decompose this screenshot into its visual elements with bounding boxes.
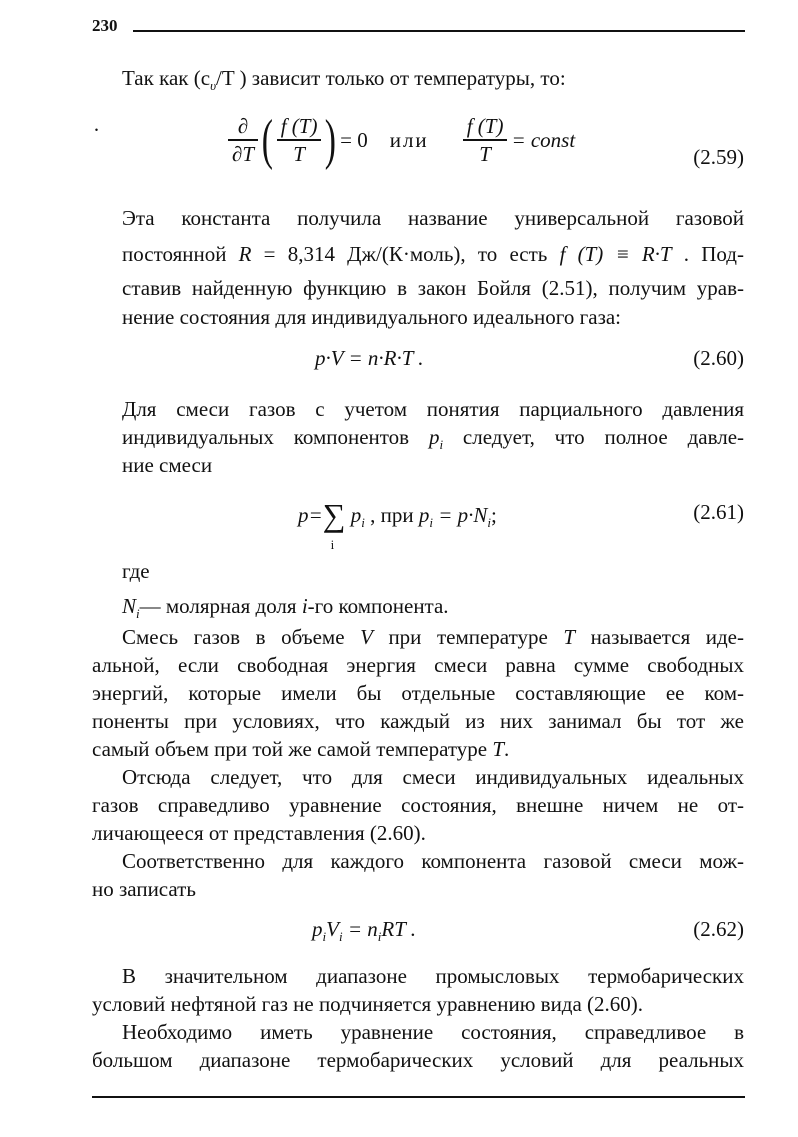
intro-tail: /T ) зависит только от температуры, то: [216, 66, 566, 90]
partial-fraction [228, 113, 258, 167]
ni-definition: $N_i—$ молярная доля i-го компонента. [122, 594, 449, 621]
equation-2-60: p·V = n·R·T . [315, 346, 424, 370]
partial-symbol: ∂ [237, 114, 249, 139]
eq-number-2-61: (2.61) [693, 500, 744, 524]
const: = const [511, 127, 576, 152]
para3-line2: индивидуальных компонентов $p_i$ следует, что полное давле- [122, 425, 745, 452]
para2-line1: Эта константа получила название универсальной газовой [122, 206, 744, 230]
p-lhs: p= [298, 503, 323, 527]
para4-line1: Смесь газов в объеме V при температуре T называется иде- [122, 625, 744, 649]
page-number: 230 [92, 16, 118, 35]
equation-2-59 [228, 109, 576, 171]
header-rule [133, 30, 745, 32]
T-denominator: T [293, 141, 305, 166]
fT-over-T [277, 113, 322, 167]
eq-number-2-62: (2.62) [693, 917, 744, 941]
para8-line2: большом диапазоне термобарических условий для реальных [92, 1048, 744, 1072]
para2-line4: нение состояния для индивидуального идеального газа: [122, 305, 622, 329]
intro-text: Так как (c [122, 66, 211, 90]
para7-line2: условий нефтяной газ не подчиняется уравнению вида (2.60). [92, 992, 644, 1016]
sum-sign: ∑ i [323, 500, 346, 530]
fT: f (T) [280, 114, 318, 139]
eq-zero: = 0 [340, 127, 368, 152]
paragraph-intro [122, 64, 566, 100]
left-paren: ( [261, 109, 273, 171]
para3-line1: Для смеси газов с учетом понятия парциального давления [122, 397, 744, 421]
para8-line1: Необходимо иметь уравнение состояния, справедливое в [122, 1020, 744, 1044]
partial-T: ∂T [232, 141, 255, 166]
eq-number-2-60: (2.60) [693, 346, 744, 370]
T-denominator-2: T [479, 141, 491, 166]
where-word: где [122, 559, 150, 583]
para4-line3: энергий, которые имели бы отдельные составляющие ее ком- [92, 681, 744, 705]
right-paren: ) [325, 109, 337, 171]
fT-over-T-2 [463, 113, 508, 167]
para2-line3: ставив найденную функцию в закон Бойля (2.51), получим урав- [122, 276, 744, 300]
intro-sub: υ [210, 78, 217, 93]
para4-line2: альной, если свободная энергия смеси равна сумме свободных [92, 653, 744, 677]
para6-line1: Соответственно для каждого компонента газовой смеси мож- [122, 849, 744, 873]
para5-line3: личающееся от представления (2.60). [92, 821, 426, 845]
para6-line2: но записать [92, 877, 196, 901]
or-word: или [389, 127, 429, 152]
para2-line2: постоянной R = 8,314 Дж/(К·моль), то есть f (T) ≡ R·T . Под- [122, 242, 744, 266]
sum-index: i [330, 537, 335, 552]
eq-number-2-59: (2.59) [693, 145, 744, 169]
fT-2: f (T) [466, 114, 504, 139]
para4-line4: поненты при условиях, что каждый из них занимал бы тот же [92, 709, 744, 733]
para5-line1: Отсюда следует, что для смеси индивидуальных идеальных [122, 765, 744, 789]
equation-2-61: p=∑ i $p_i$ , при $p_i = p\cdot N_i$; [298, 500, 497, 531]
para4-line5: самый объем при той же самой температуре T. [92, 737, 510, 761]
bullet-dot: · [93, 118, 100, 142]
footer-rule [92, 1096, 745, 1098]
para7-line1: В значительном диапазоне промысловых термобарических [122, 964, 744, 988]
equation-2-62: $p_iV_i = n_iRT$ . [312, 917, 417, 944]
para3-line3: ние смеси [122, 453, 213, 477]
para5-line2: газов справедливо уравнение состояния, внешне ничем не от- [92, 793, 744, 817]
